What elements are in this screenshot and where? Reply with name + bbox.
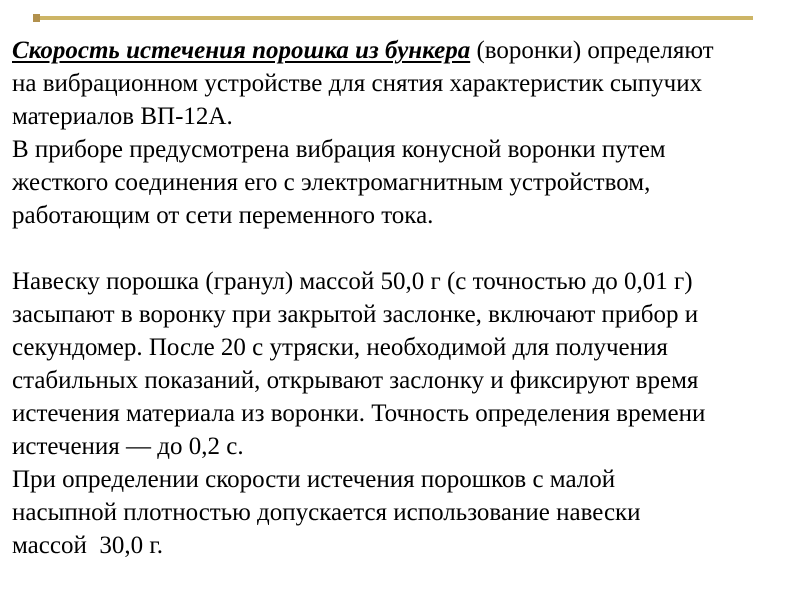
- text-line: работающим от сети переменного тока.: [12, 202, 434, 229]
- text-line: насыпной плотностью допускается использование навески: [12, 499, 641, 526]
- paragraph-flow-rate-definition: [12, 34, 792, 133]
- text-line: истечения — до 0,2 с.: [12, 433, 244, 460]
- text-line: Навеску порошка (гранул) массой 50,0 г (с точностью до 0,01 г): [12, 268, 693, 295]
- paragraph-low-density-note: [12, 463, 792, 562]
- text-line: стабильных показаний, открывают заслонку и фиксируют время: [12, 367, 699, 394]
- text-line: засыпают в воронку при закрытой заслонке, включают прибор и: [12, 301, 699, 328]
- text-line: В приборе предусмотрена вибрация конусной воронки путем: [12, 136, 666, 163]
- paragraph-device-vibration: [12, 133, 792, 232]
- accent-divider-line: [33, 16, 753, 20]
- slide-body-text: [12, 34, 792, 562]
- text-line: [12, 34, 792, 67]
- text-line: массой 30,0 г.: [12, 532, 164, 559]
- text-line-rest: (воронки) определяют: [470, 37, 714, 64]
- text-line: секундомер. После 20 с утряски, необходимой для получения: [12, 334, 668, 361]
- lead-phrase-bold-italic-underline: Скорость истечения порошка из бункера: [12, 37, 471, 64]
- accent-divider-end-square: [33, 14, 40, 22]
- text-line: на вибрационном устройстве для снятия характеристик сыпучих: [12, 70, 703, 97]
- text-line: При определении скорости истечения порошков с малой: [12, 466, 616, 493]
- text-line: истечения материала из воронки. Точность определения времени: [12, 400, 706, 427]
- paragraph-measurement-procedure: [12, 265, 792, 463]
- text-line: жесткого соединения его с электромагнитным устройством,: [12, 169, 651, 196]
- text-line: материалов ВП-12А.: [12, 103, 233, 130]
